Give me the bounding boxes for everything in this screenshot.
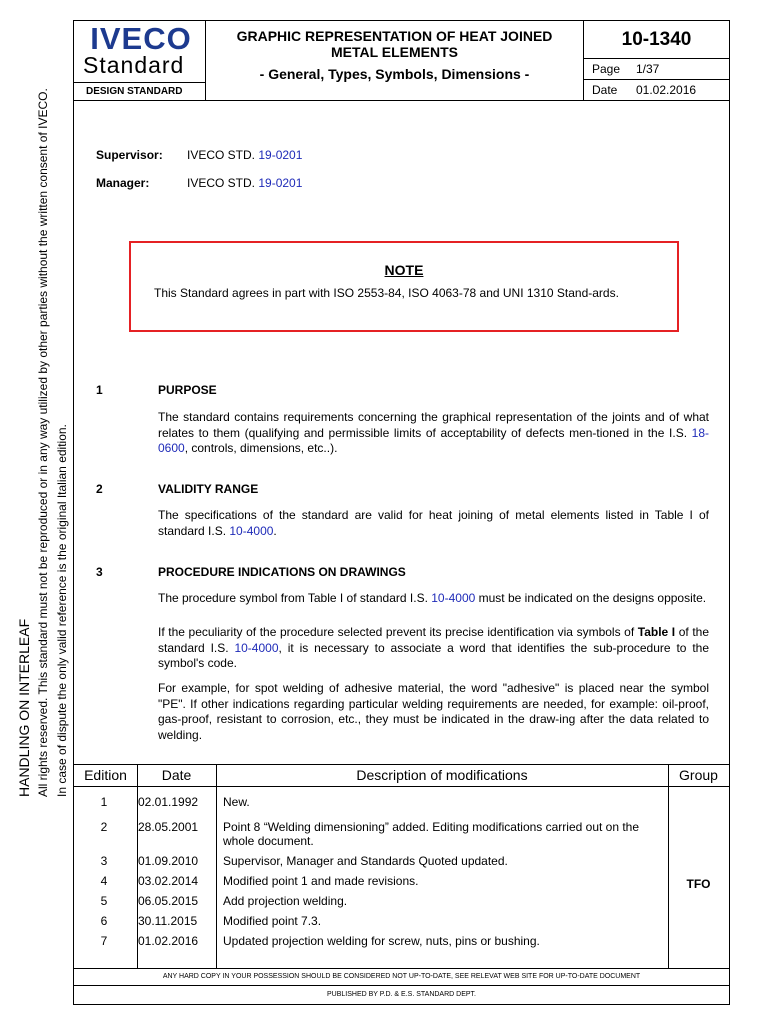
header-edition: Edition [84,767,127,783]
page-label: Page [592,62,621,76]
note-text: This Standard agrees in part with ISO 2553-84, ISO 4063-78 and UNI 1310 Stand-ards. [154,286,619,300]
manager-label: Manager: [96,176,150,190]
revisions-table: Edition Date Description of modifications Group 1 02.01.1992 New. 2 28.05.2001 Point 8 “Welding dimensioning” added. Editing modifications carried out on the whole document. 3 01.09.2010 Supervisor, Manager and Standards Quoted updated. 4 03.02.2014 Modified point 1 and made revisions. 5 06.05.2015 Add projection welding. 6 30.11.2015 Modified point 7.3. 7 01.02.2016 Updated projection welding for screw, nuts, pins or bushing. [74,764,729,969]
section-2-text: The specifications of the standard are valid for heat joining of metal elements listed in Table I of standard I.S. 10-4000. [158,508,709,538]
footer-publisher: PUBLISHED BY P.D. & E.S. STANDARD DEPT. [327,991,476,998]
manager-value: IVECO STD. 19-0201 [187,176,303,190]
footer-disclaimer: ANY HARD COPY IN YOUR POSSESSION SHOULD BE CONSIDERED NOT UP-TO-DATE, SEE RELEVAT WEB SITE FOR UP-TO-DATE DOCUMENT [74,969,729,986]
page-value: 1/37 [636,62,660,76]
section-3-para-2: If the peculiarity of the procedure selected prevent its precise identification via symbols of Table I of the standard I.S. 10-4000, it is necessary to associate a word that identifies the sub-procedure to the symbol's code. [158,625,710,670]
section-3-number: 3 [96,565,103,579]
header-group: Group [679,767,718,783]
document-page [73,20,730,1005]
logo-box [74,21,206,101]
header-date: Date [161,767,192,783]
header-description: Description of modifications [356,767,528,783]
section-1-number: 1 [96,383,103,397]
ref-link-18-0600[interactable]: 18-0600 [158,425,709,455]
dispute-note: In case of dispute the only valid reference is the original Italian edition. [55,424,69,797]
section-3-para-1: The procedure symbol from Table I of standard I.S. 10-4000 must be indicated on the designs opposite. [158,591,707,605]
design-standard-label: DESIGN STANDARD [74,82,205,100]
rights-note: All rights reserved. This standard must not be reproduced or in any way utilized by other parties without the written consent of IVECO. [36,88,50,797]
title-box [206,21,584,101]
section-2-title: VALIDITY RANGE [158,482,259,496]
section-1-text: The standard contains requirements concerning the graphical representation of the joints and of what relates to them (qualifying and permissible limits of acceptability of defects men-tioned in the I.S. 18-0600, controls, dimensions, etc..). [158,410,709,455]
code-box [584,21,729,101]
supervisor-label: Supervisor: [96,148,163,162]
note-title: NOTE [384,262,424,278]
section-3-para-3: For example, for spot welding of adhesive material, the word "adhesive" is placed near the symbol "PE". If other indications regarding particular welding requirements are needed, for example: oil-proof, gas-proof, resistant to corrosion, etc., they must be indicated in the draw-ing after the data related to welding. [158,681,709,742]
table-header [74,765,729,787]
note-box [129,241,679,332]
iveco-logo [78,22,204,54]
date-row [584,80,729,101]
manager-link[interactable]: 19-0201 [258,176,303,190]
ref-link-10-4000[interactable]: 10-4000 [234,640,279,655]
document-subtitle: - General, Types, Symbols, Dimensions - [259,66,530,82]
section-3-title: PROCEDURE INDICATIONS ON DRAWINGS [158,565,406,579]
table-divider [216,765,217,968]
title-line-1: GRAPHIC REPRESENTATION OF HEAT JOINED [236,28,553,44]
supervisor-link[interactable]: 19-0201 [258,148,303,162]
title-line-2: METAL ELEMENTS [330,44,459,60]
logo-text: IVECO [90,22,192,54]
document-title [206,28,583,60]
table-divider [668,765,669,968]
page-row [584,59,729,80]
supervisor-value: IVECO STD. 19-0201 [187,148,303,162]
group-value: TFO [686,877,711,891]
section-2-number: 2 [96,482,103,496]
standard-code: 10-1340 [584,21,729,59]
handling-note: HANDLING ON INTERLEAF [16,618,32,797]
date-label: Date [592,83,618,97]
ref-link-10-4000[interactable]: 10-4000 [431,591,476,605]
document-header [74,21,729,101]
date-value: 01.02.2016 [636,83,697,97]
section-1-title: PURPOSE [158,383,217,397]
ref-link-10-4000[interactable]: 10-4000 [229,523,274,538]
logo-standard-label: Standard [83,52,185,78]
